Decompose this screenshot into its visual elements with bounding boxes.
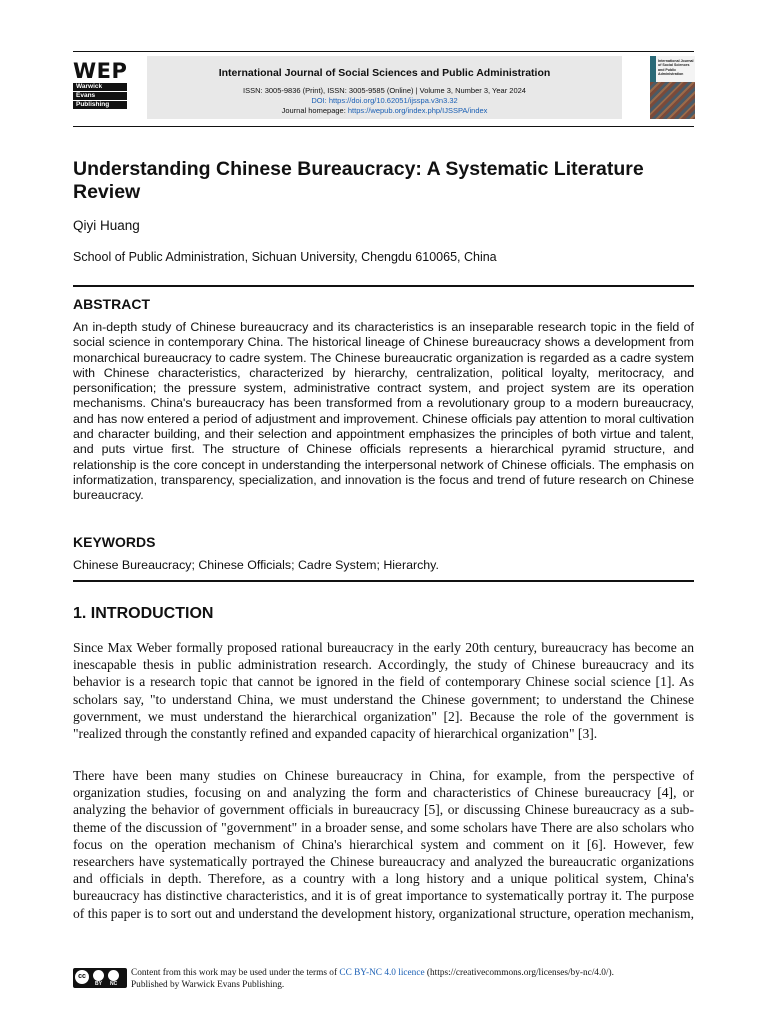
- abstract-heading: ABSTRACT: [73, 296, 150, 312]
- cover-title: International Journal of Social Sciences and Public Administration: [658, 59, 694, 76]
- cover-side-bar: [650, 56, 656, 82]
- license-footer: [131, 968, 614, 991]
- cc-by-label: BY: [95, 981, 102, 987]
- by-person-icon: [93, 970, 104, 981]
- body-paragraph: There have been many studies on Chinese bureaucracy in China, for example, from the perspective of organization studies, focusing on and analyzing the form and characteristics of Chinese bureaucracy [4], or analyzing the behavior of government officials in bureaucracy [5], or discussing Chinese bureaucracy as a sub-theme of the discussion of "government" in a broader sense, and some scholars have There are also scholars who focus on the operation mechanism of China's hierarchical system and comment on it [6]. However, few researchers have systematically portrayed the Chinese bureaucracy and analyzed the bureaucratic organizations and officials in depth. Therefore, as a country with a long history and a unique political system, China's bureaucracy has distinctive characteristics, and it is of great importance to systematically portray it. The purpose of this paper is to sort out and understand the development history, organizational structure, operation mechanism,: [73, 768, 695, 921]
- header-top-rule: [73, 51, 694, 52]
- author-affiliation: School of Public Administration, Sichuan University, Chengdu 610065, China: [73, 250, 497, 264]
- doi-link[interactable]: https://doi.org/10.62051/ijsspa.v3n3.32: [328, 96, 458, 105]
- header-bottom-rule: [73, 126, 694, 127]
- doi-label: DOI:: [311, 96, 327, 105]
- homepage-label: Journal homepage:: [281, 106, 346, 115]
- journal-header: [147, 56, 622, 119]
- logo-text: WEP: [73, 59, 128, 83]
- article-title: Understanding Chinese Bureaucracy: A Systematic Literature Review: [73, 158, 644, 203]
- noncommercial-icon: [108, 970, 119, 981]
- cc-nc-label: NC: [110, 981, 118, 987]
- cover-photo: [650, 82, 695, 119]
- abstract-text: An in-depth study of Chinese bureaucracy and its characteristics is an inseparable research topic in the field of social science in contemporary China. The historical lineage of Chinese bureaucracy shows a development from monarchical bureaucracy to cadre system. The Chinese bureaucratic organization is regarded as a cadre system with Chinese characteristics, characterized by hierarchy, centralization, political loyalty, meritocracy, and personification; the pressure system, administrative contract system, and project system are its operation mechanisms. China's bureaucracy has been transformed from a revolutionary group to a modern bureaucracy, and has now entered a period of adjustment and improvement. Chinese officials pay attention to moral cultivation and character building, and their selection and appointment emphasizes the principles of both virtue and talent, and puts virtue first. The structure of Chinese officials represents a hierarchical pyramid structure, and relationship is the core concept in understanding the interpersonal network of Chinese officials. The emphasis on informatization, transparency, specialization, and innovation is the focus and trend of future research on Chinese bureaucracy.: [73, 320, 694, 503]
- doi-line: [147, 96, 622, 106]
- keywords-bottom-rule: [73, 580, 694, 582]
- logo-line: Publishing: [73, 101, 127, 109]
- license-prefix: Content from this work may be used under the terms of: [131, 968, 338, 978]
- section-heading-introduction: 1. INTRODUCTION: [73, 605, 214, 622]
- abstract-top-rule: [73, 285, 694, 287]
- homepage-link[interactable]: https://wepub.org/index.php/IJSSPA/index: [347, 106, 488, 115]
- publisher-logo[interactable]: [73, 60, 127, 109]
- issn-line: ISSN: 3005-9836 (Print), ISSN: 3005-9585 (Online) | Volume 3, Number 3, Year 2024: [243, 86, 526, 95]
- keywords-text: Chinese Bureaucracy; Chinese Officials; Cadre System; Hierarchy.: [73, 558, 439, 572]
- author-name: Qiyi Huang: [73, 218, 140, 233]
- cc-license-badge[interactable]: [73, 968, 127, 988]
- journal-title: International Journal of Social Sciences and Public Administration: [218, 67, 551, 79]
- body-paragraph: Since Max Weber formally proposed rational bureaucracy in the early 20th century, bureaucracy has become an inescapable thesis in public administration research. Accordingly, the study of Chinese bureaucracy and its behavior is a research topic that cannot be ignored in the field of contemporary Chinese social science [1]. As scholars say, "to understand China, we must understand the Chinese government; to understand the Chinese government, we must understand the hierarchical organization" [2]. Because the role of the government is "realized through the constantly refined and expanded capacity of hierarchical organization" [3].: [73, 640, 694, 742]
- journal-cover-image: [650, 56, 695, 119]
- license-link[interactable]: CC BY-NC 4.0 licence: [339, 968, 425, 978]
- license-suffix: (https://creativecommons.org/licenses/by-nc/4.0/).: [426, 968, 614, 978]
- logo-line: Warwick: [73, 83, 127, 91]
- publisher-line: Published by Warwick Evans Publishing.: [131, 979, 285, 990]
- logo-line: Evans: [73, 92, 127, 100]
- cc-mark: cc: [75, 970, 89, 984]
- keywords-heading: KEYWORDS: [73, 534, 156, 550]
- homepage-line: [147, 106, 622, 116]
